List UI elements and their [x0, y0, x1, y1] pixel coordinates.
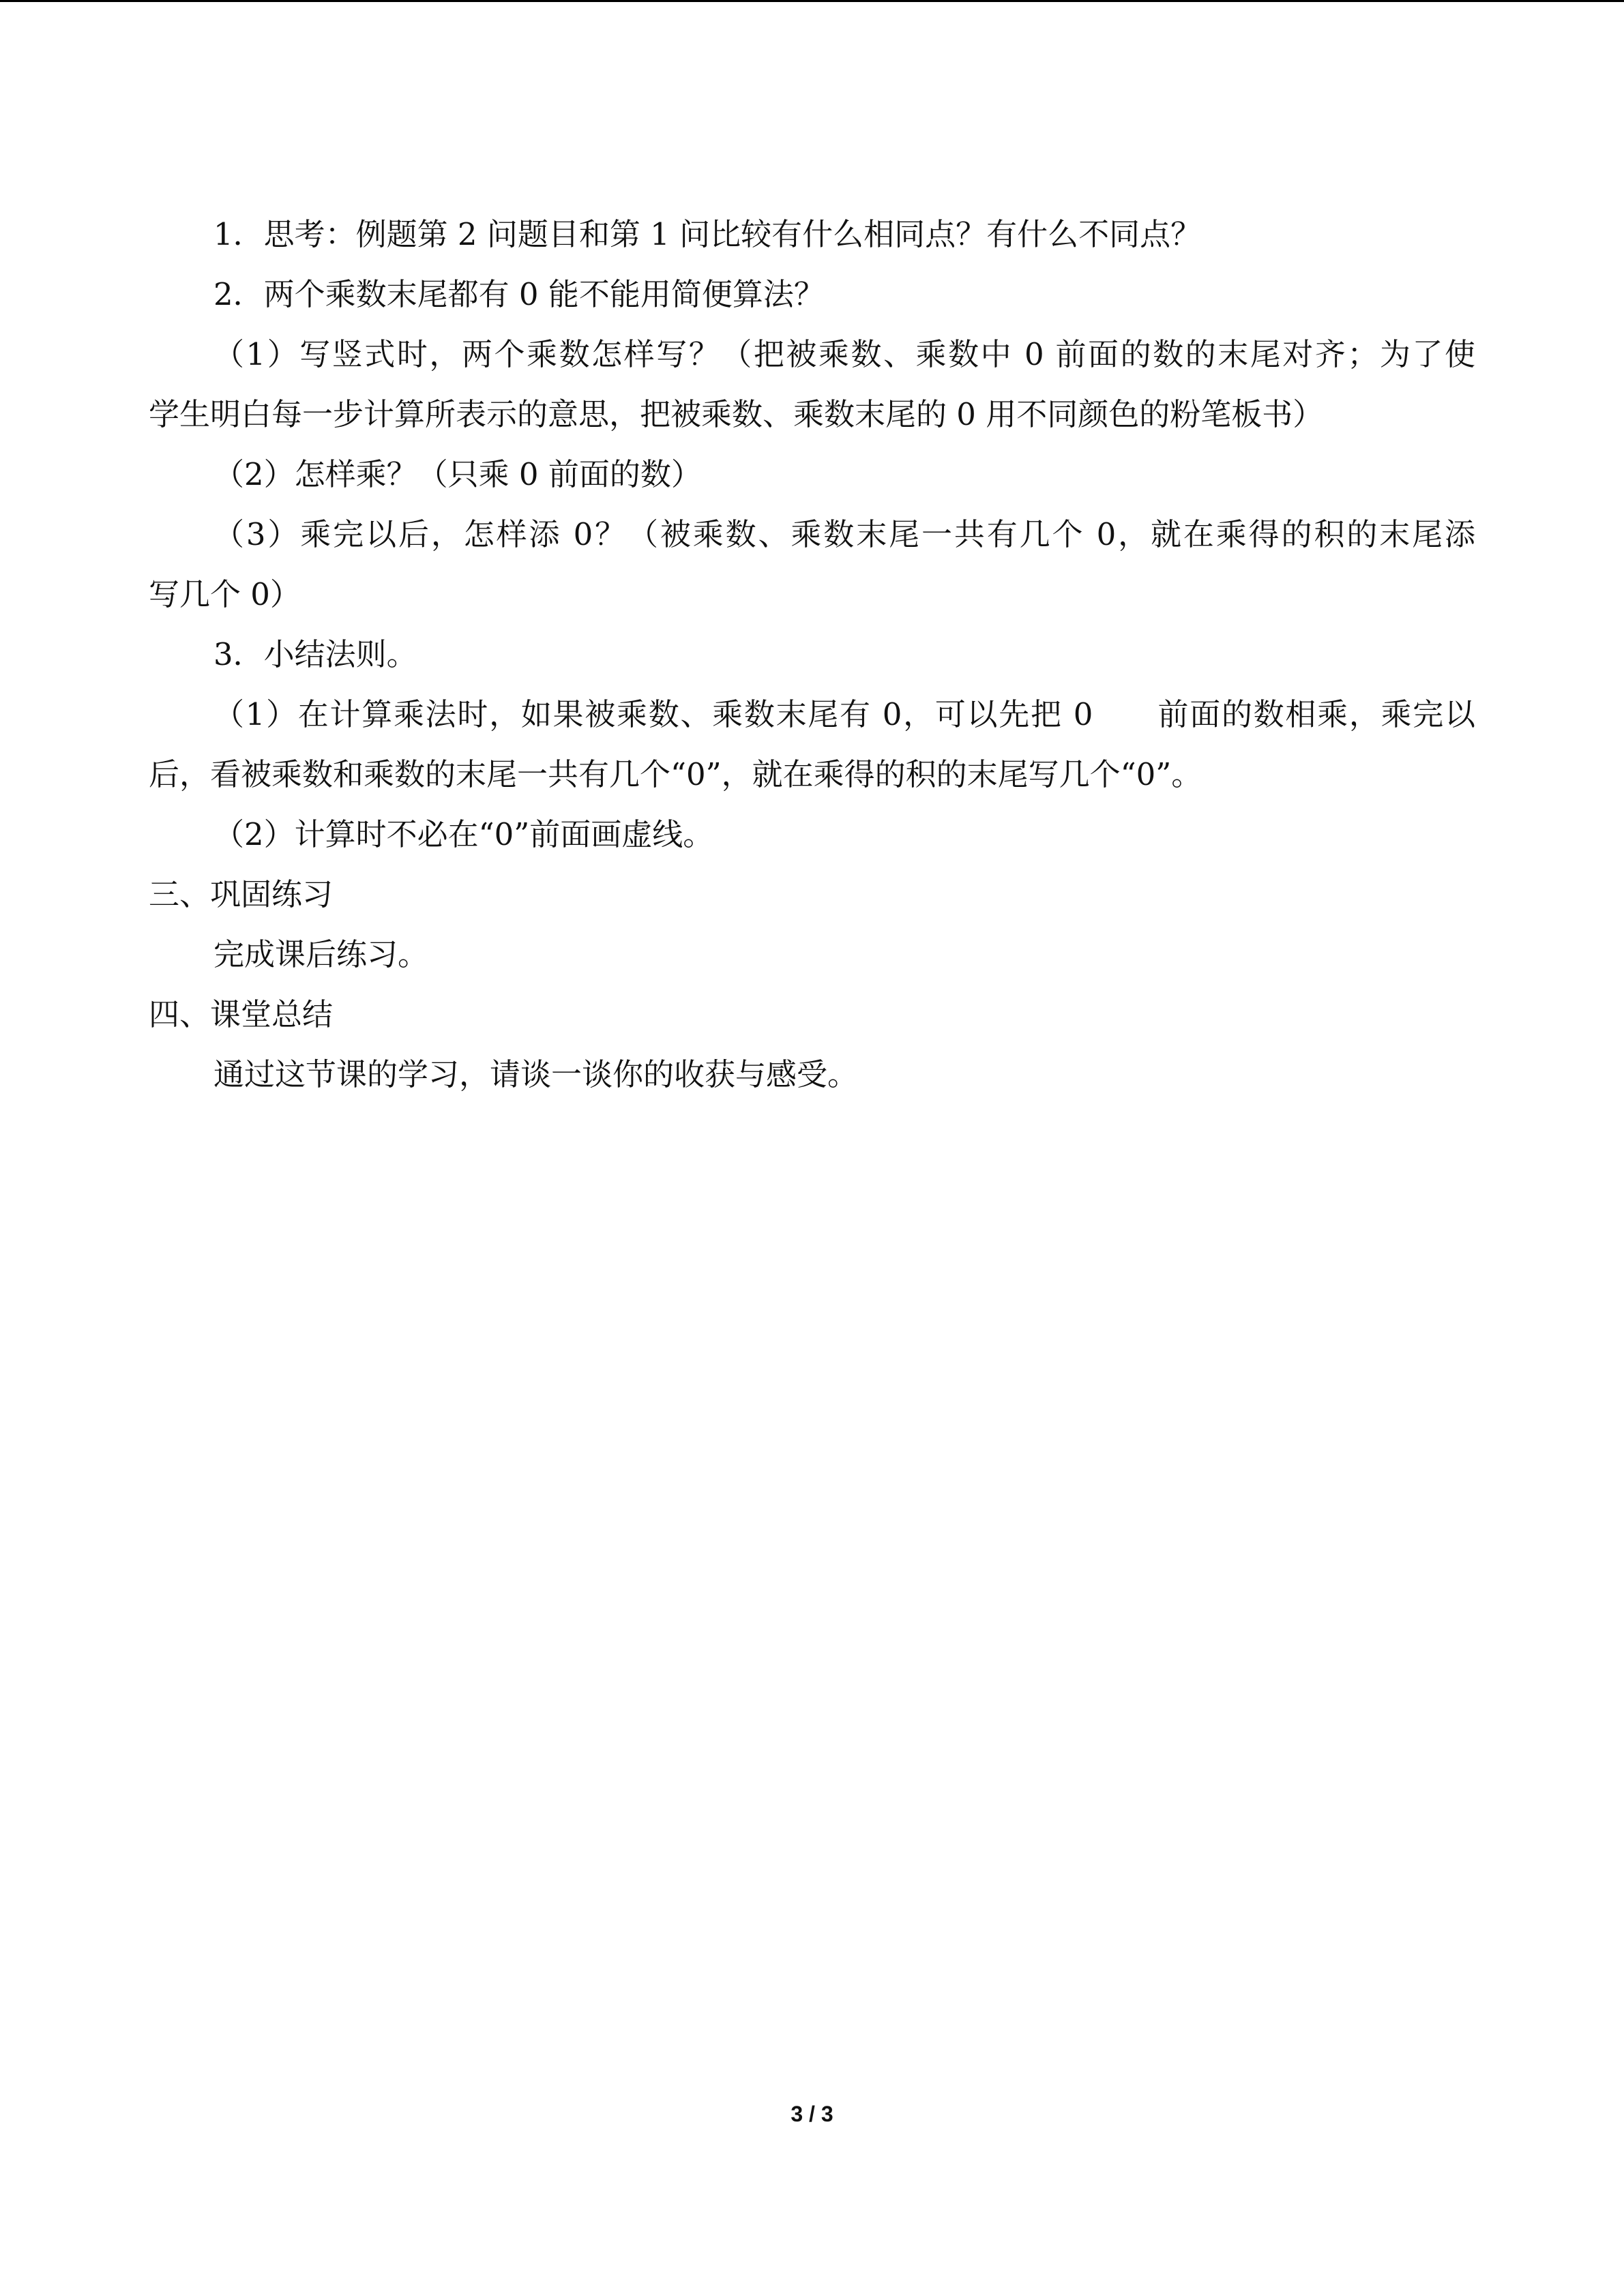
section-heading-practice: 三、巩固练习 — [149, 876, 334, 912]
document-line-4: 学生明白每一步计算所表示的意思，把被乘数、乘数末尾的 0 用不同颜色的粉笔板书） — [149, 396, 1324, 432]
document-line-13: 完成课后练习。 — [213, 936, 429, 972]
document-line-7: 写几个 0） — [149, 576, 301, 612]
document-line-15: 通过这节课的学习，请谈一谈你的收获与感受。 — [213, 1056, 859, 1092]
section-heading-summary: 四、课堂总结 — [149, 996, 334, 1032]
document-line-2: 2．两个乘数末尾都有 0 能不能用简便算法？ — [213, 276, 825, 312]
top-border-line — [0, 0, 1624, 2]
document-line-8: 3．小结法则。 — [213, 636, 417, 672]
document-line-10: 后，看被乘数和乘数的末尾一共有几个“0”，就在乘得的积的末尾写几个“0”。 — [149, 756, 1202, 792]
document-line-3: （1）写竖式时，两个乘数怎样写？（把被乘数、乘数中 0 前面的数的末尾对齐；为了使 — [213, 336, 1475, 372]
document-line-11: （2）计算时不必在“0”前面画虚线。 — [213, 816, 714, 852]
document-line-9: （1）在计算乘法时，如果被乘数、乘数末尾有 0，可以先把 0 前面的数相乘，乘完以 — [213, 696, 1475, 732]
document-line-1: 1．思考：例题第 2 问题目和第 1 问比较有什么相同点？有什么不同点？ — [213, 216, 1202, 252]
document-line-5: （2）怎样乘？（只乘 0 前面的数） — [213, 456, 702, 492]
page-number: 3 / 3 — [791, 2102, 833, 2126]
document-line-6: （3）乘完以后，怎样添 0？（被乘数、乘数末尾一共有几个 0，就在乘得的积的末尾添 — [213, 516, 1475, 552]
document-body — [149, 205, 1475, 1105]
